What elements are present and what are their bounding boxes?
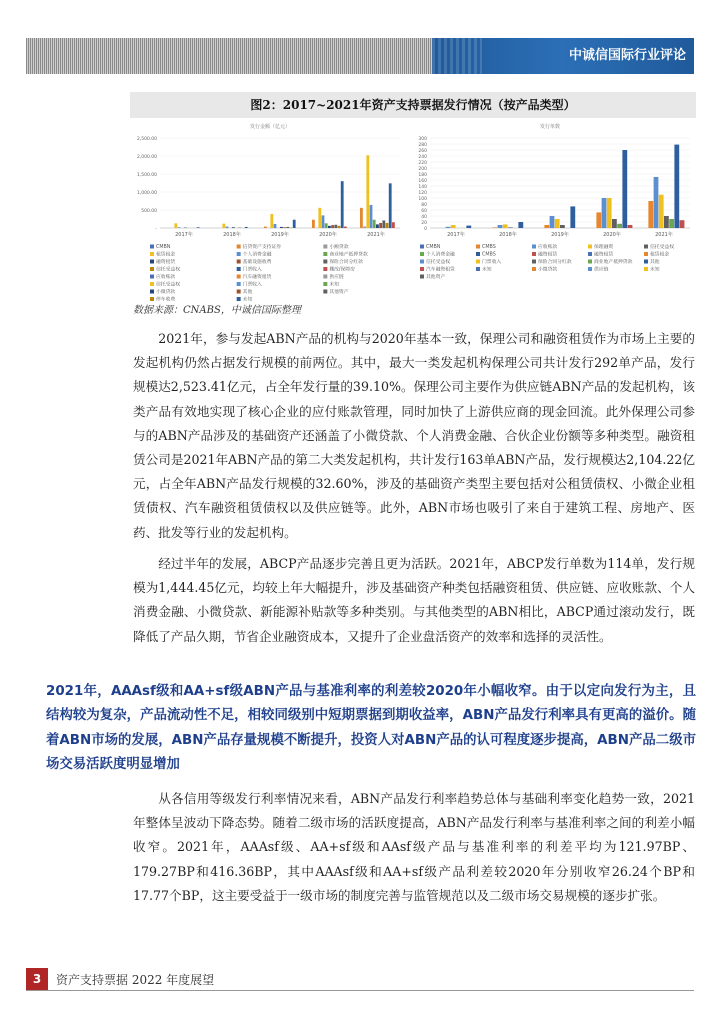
- bar: [334, 225, 337, 228]
- legend-label: 其他资产: [426, 275, 446, 280]
- legend-label: 未知: [650, 267, 660, 273]
- bar: [331, 225, 334, 228]
- legend-label: 汽车融资租赁: [242, 275, 272, 280]
- bar: [508, 227, 513, 228]
- legend-label: 未知: [329, 282, 339, 288]
- legend-label: 融资租赁: [538, 252, 558, 258]
- y-tick-label: 500.00: [141, 209, 157, 214]
- bar: [555, 219, 560, 228]
- bar: [270, 214, 273, 228]
- legend-label: 应收账款: [156, 275, 176, 280]
- legend-label: 信托受益权: [156, 282, 180, 288]
- x-tick-label: 2021年: [655, 232, 673, 238]
- legend-swatch: [420, 267, 424, 271]
- legend-swatch: [644, 252, 648, 256]
- figure-source: 数据来源：CNABS，中诚信国际整理: [133, 305, 301, 316]
- bar: [622, 150, 627, 228]
- bar: [466, 226, 471, 228]
- legend-swatch: [323, 252, 327, 256]
- legend-swatch: [532, 252, 536, 256]
- legend-swatch: [588, 245, 592, 249]
- y-tick-label: 260: [418, 149, 427, 154]
- legend-swatch: [323, 260, 327, 264]
- legend-swatch: [476, 267, 480, 271]
- legend-label: 小额贷款: [329, 245, 349, 250]
- legend-swatch: [150, 290, 154, 294]
- legend-swatch: [420, 275, 424, 279]
- legend-swatch: [532, 260, 536, 264]
- legend-swatch: [476, 260, 480, 264]
- legend-swatch: [644, 245, 648, 249]
- bar: [544, 225, 549, 228]
- legend-swatch: [150, 275, 154, 279]
- legend-label: 商业地产抵押贷款: [594, 260, 633, 265]
- legend-label: 信托受益权: [650, 245, 674, 250]
- legend-swatch: [323, 267, 327, 271]
- legend-swatch: [237, 260, 241, 264]
- x-tick-label: 2017年: [447, 232, 465, 238]
- bar: [286, 227, 289, 228]
- legend-label: 供应链: [329, 275, 344, 280]
- legend-label: 其他资产: [329, 290, 349, 295]
- legend-swatch: [150, 245, 154, 249]
- legend-swatch: [644, 267, 648, 271]
- chart-title: 发行单数: [539, 124, 561, 130]
- legend-label: 融资租赁: [594, 252, 614, 258]
- legend-label: CMBS: [482, 245, 496, 250]
- bar: [328, 226, 331, 228]
- y-tick-label: 20: [421, 221, 427, 226]
- legend-swatch: [476, 245, 480, 249]
- legend-label: 棚改/保障房: [329, 267, 355, 273]
- legend-swatch: [532, 245, 536, 249]
- legend-swatch: [532, 267, 536, 271]
- y-tick-label: 1,000.00: [136, 191, 157, 196]
- legend-swatch: [644, 260, 648, 264]
- legend-label: 个人消费金融: [426, 252, 455, 258]
- legend-swatch: [420, 245, 424, 249]
- bar: [518, 222, 523, 228]
- legend-swatch: [588, 260, 592, 264]
- legend-swatch: [237, 282, 241, 286]
- bar: [325, 223, 328, 228]
- bar: [498, 225, 503, 228]
- bar: [360, 208, 363, 228]
- figure-2: [130, 92, 696, 303]
- bar: [654, 177, 659, 228]
- legend-swatch: [150, 282, 154, 286]
- bar: [283, 227, 286, 228]
- legend-label: 停车收费: [156, 297, 176, 303]
- highlight-summary: 2021年，AAAsf级和AA+sf级ABN产品与基准利率的利差较2020年小幅收窄。由于以定向发行为主，且结构较为复杂，产品流动性不足，相较同级别中短期票据到期收益率，ABN产品发行利率具有更高的溢价。随着ABN市场的发展，ABN产品存量规模不断提升，投资人对ABN产品的认可程度逐步提高，ABN产品二级市场交易活跃度明显增加: [46, 684, 696, 773]
- bar: [680, 220, 685, 228]
- report-series-title: 中诚信国际行业评论: [432, 38, 694, 74]
- y-tick-label: 160: [418, 179, 427, 184]
- x-tick-label: 2020年: [319, 232, 337, 238]
- paragraph-3: 从各信用等级发行利率情况来看，ABN产品发行利率趋势总体与基础利率变化趋势一致，2021年整体呈波动下降态势。随着二级市场的活跃度提高，ABN产品发行利率与基准利率之间的利差小幅收窄。2021年，AAAsf级、AA+sf级和AAsf级产品与基准利率的利差平均为121.97BP、179.27BP和416.36BP，其中AAAsf级和AA+sf级产品利差较2020年分别收窄26.24个BP和17.77个BP，这主要受益于一级市场的制度完善与监管规范以及二级市场交易规模的逐步扩张。: [133, 791, 695, 903]
- legend-swatch: [237, 245, 241, 249]
- legend-label: CMBS: [482, 252, 496, 258]
- legend-label: 租赁租金: [650, 252, 670, 258]
- bar: [392, 222, 395, 228]
- y-tick-label: 100: [418, 197, 427, 202]
- y-tick-label: 280: [418, 143, 427, 148]
- y-tick-label: 2,000.00: [136, 155, 157, 160]
- legend-label: CMBN: [426, 245, 441, 250]
- legend-label: 小微贷款: [538, 267, 558, 273]
- bar: [318, 208, 321, 228]
- footer-title: 资产支持票据 2022 年度展望: [56, 973, 215, 987]
- legend-label: 未知: [482, 267, 492, 273]
- chart-title: 发行金额（亿元）: [249, 124, 291, 130]
- legend-swatch: [323, 282, 327, 286]
- bar: [312, 220, 315, 228]
- bar: [344, 227, 347, 228]
- legend-swatch: [237, 267, 241, 271]
- bar: [664, 216, 669, 228]
- bar: [222, 224, 225, 228]
- legend-label: 其他: [242, 290, 253, 295]
- legend-label: 商业地产抵押贷款: [329, 252, 368, 258]
- legend-label: 供应链: [594, 267, 609, 273]
- paragraph-1: 2021年，参与发起ABN产品的机构与2020年基本一致，保理公司和融资租赁作为市场上主要的发起机构仍然占据发行规模的前两位。其中，最大一类发起机构保理公司共计发行292单产品，发行规模达2,523.41亿元，占全年发行量的39.10%。保理公司主要作为供应链ABN产品的发起机构，该类产品有效地实现了核心企业的应付账款管理，同时加快了上游供应商的现金回流。此外保理公司参与的ABN产品涉及的基础资产还涵盖了小微贷款、个人消费金融、合伙企业份额等多种类型。融资租赁公司是2021年ABN产品的第二大类发起机构，共计发行163单ABN产品，发行规模达2,104.22亿元，占全年ABN产品发行规模的32.60%，涉及的基础资产类型主要包括对公租赁债权、小微企业租赁债权、汽车融资租赁债权以及供应链等。此外，ABN市场也吸引了来自于建筑工程、房地产、医药、批发等行业的发起机构。: [133, 331, 695, 540]
- bar: [628, 225, 633, 228]
- bar: [373, 220, 376, 228]
- x-tick-label: 2018年: [223, 232, 241, 238]
- bar: [659, 195, 664, 228]
- bar: [264, 227, 267, 228]
- bar: [503, 224, 508, 228]
- legend-label: 汽车融资租赁: [426, 267, 455, 273]
- y-tick-label: 300: [418, 137, 427, 142]
- y-tick-label: 1,500.00: [136, 173, 157, 178]
- x-tick-label: 2018年: [499, 232, 517, 238]
- bar: [617, 224, 622, 228]
- bar: [451, 225, 456, 228]
- legend-swatch: [237, 275, 241, 279]
- legend-swatch: [237, 290, 241, 294]
- y-tick-label: 2,500.00: [136, 137, 157, 142]
- charts-area: [130, 118, 696, 303]
- x-tick-label: 2020年: [603, 232, 621, 238]
- legend-swatch: [323, 275, 327, 279]
- bar: [280, 227, 283, 228]
- bar: [674, 145, 679, 228]
- legend-label: 信贷资产支持证券: [242, 245, 282, 250]
- legend-label: 小微贷款: [156, 290, 176, 295]
- bar: [366, 155, 369, 228]
- bar: [370, 205, 373, 228]
- legend-swatch: [420, 260, 424, 264]
- legend-swatch: [150, 260, 154, 264]
- legend-label: 租赁租金: [156, 252, 176, 258]
- legend-swatch: [588, 267, 592, 271]
- legend-swatch: [323, 245, 327, 249]
- y-tick-label: 220: [418, 161, 427, 166]
- x-tick-label: 2021年: [367, 232, 385, 238]
- bar: [322, 215, 325, 228]
- bar: [232, 227, 235, 228]
- legend-swatch: [420, 252, 424, 256]
- legend-swatch: [150, 252, 154, 256]
- legend-label: 个人消费金融: [242, 252, 272, 258]
- y-tick-label: 180: [418, 173, 427, 178]
- legend-label: 门票收入: [242, 282, 262, 288]
- bar: [338, 226, 341, 228]
- y-tick-label: -: [155, 227, 157, 232]
- x-tick-label: 2019年: [271, 232, 289, 238]
- y-tick-label: 140: [418, 185, 427, 190]
- bar: [178, 227, 181, 228]
- legend-label: 其他: [650, 260, 660, 265]
- legend-label: CMBN: [156, 245, 171, 250]
- y-tick-label: 200: [418, 167, 427, 172]
- legend-swatch: [476, 252, 480, 256]
- bar: [197, 227, 200, 228]
- bar: [669, 219, 674, 228]
- legend-swatch: [323, 290, 327, 294]
- x-tick-label: 2019年: [551, 232, 569, 238]
- bar: [612, 219, 617, 228]
- figure-title: 图2：2017~2021年资产支持票据发行情况（按产品类型）: [130, 92, 696, 118]
- bar: [274, 224, 277, 228]
- legend-swatch: [237, 252, 241, 256]
- bar: [245, 227, 248, 228]
- legend-label: 融资租赁: [156, 260, 176, 265]
- page-number: 3: [26, 968, 48, 990]
- legend-label: 门票收入: [482, 260, 502, 265]
- bar: [386, 223, 389, 228]
- legend-swatch: [588, 252, 592, 256]
- paragraph-2: 经过半年的发展，ABCP产品逐步完善且更为活跃。2021年，ABCP发行单数为114单，发行规模为1,444.45亿元，均较上年大幅提升，涉及基础资产种类包括融资租赁、供应链、应收账款、个人消费金融、小微贷款、新能源补贴款等多种类别。与其他类型的ABN相比，ABCP通过滚动发行，既降低了产品久期，节省企业融资成本，又提升了企业盘活资产的效率和选择的灵活性。: [133, 556, 695, 644]
- bar: [382, 220, 385, 228]
- bar: [602, 198, 607, 228]
- bar: [492, 227, 497, 228]
- legend-label: 信托受益权: [426, 260, 450, 265]
- bar: [376, 224, 379, 228]
- legend-label: 门票收入: [242, 267, 262, 273]
- bar: [550, 216, 555, 228]
- y-tick-label: 60: [421, 209, 427, 214]
- bar: [596, 212, 601, 228]
- bar: [363, 227, 366, 228]
- x-tick-label: 2017年: [175, 232, 193, 238]
- bar: [446, 227, 451, 228]
- y-tick-label: 240: [418, 155, 427, 160]
- bar: [570, 206, 575, 228]
- legend-label: 未知: [242, 297, 253, 303]
- legend-label: 保理融资: [594, 245, 614, 250]
- bar: [341, 181, 344, 228]
- bar: [560, 225, 565, 228]
- legend-label: 保险合同分红款: [538, 260, 572, 265]
- bar: [226, 227, 229, 228]
- bar: [293, 220, 296, 228]
- legend-label: 基础设施收费: [242, 260, 272, 265]
- y-tick-label: 0: [424, 227, 427, 232]
- bar: [648, 201, 653, 228]
- legend-swatch: [150, 267, 154, 271]
- y-tick-label: 40: [421, 215, 427, 220]
- y-tick-label: 120: [418, 191, 427, 196]
- bar: [607, 198, 612, 228]
- bar: [389, 183, 392, 228]
- legend-label: 信托受益权: [156, 267, 180, 273]
- y-tick-label: 80: [421, 203, 427, 208]
- bar: [174, 223, 177, 228]
- legend-label: 保险合同分红款: [329, 260, 363, 265]
- legend-label: 应收账款: [538, 245, 558, 250]
- bar: [379, 223, 382, 228]
